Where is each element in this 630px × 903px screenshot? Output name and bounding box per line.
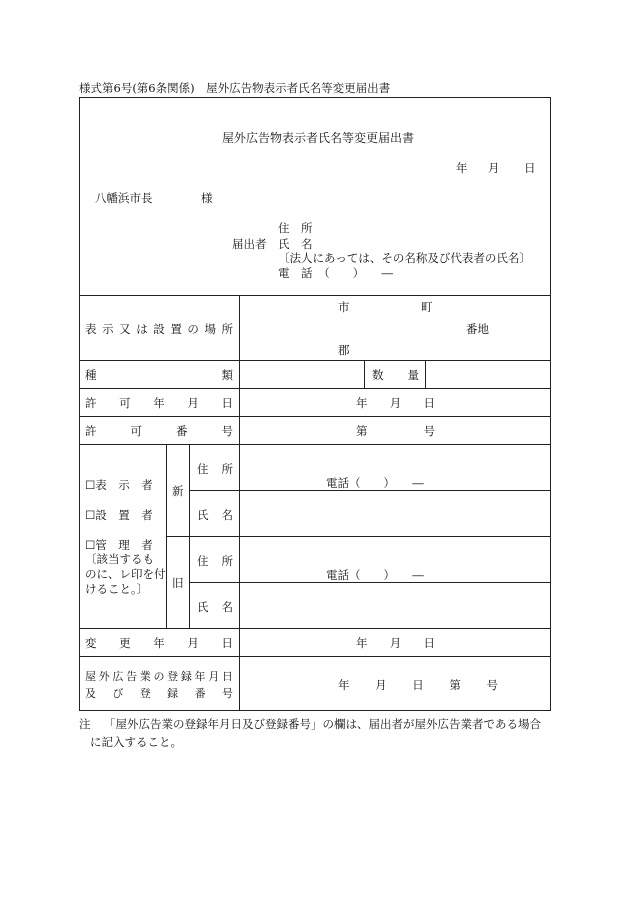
new-name-label: 氏 名 bbox=[197, 508, 233, 522]
rule-new-bottom bbox=[166, 536, 551, 537]
person-note-line3: けること。〕 bbox=[85, 582, 149, 596]
registration-value: 年 月 日 第 号 bbox=[338, 678, 498, 692]
rule-type-split bbox=[364, 360, 365, 388]
location-banchi: 番地 bbox=[466, 322, 489, 336]
location-town: 町 bbox=[421, 300, 433, 314]
permit-number-value: 第 号 bbox=[356, 424, 435, 438]
rule-label-column bbox=[239, 295, 240, 711]
date-day: 日 bbox=[524, 161, 536, 175]
person-note-line1: 〔該当するも bbox=[85, 552, 154, 566]
permit-date-value: 年 月 日 bbox=[356, 396, 435, 410]
change-date-label: 変 更 年 月 日 bbox=[85, 636, 233, 650]
footnote-line2: に記入すること。 bbox=[90, 735, 182, 749]
permit-number-label: 許 可 番 号 bbox=[85, 424, 233, 438]
rule-header-bottom bbox=[79, 295, 551, 296]
rule-permit-date-bottom bbox=[79, 416, 551, 417]
rule-change-date-bottom bbox=[79, 656, 551, 657]
applicant-phone: 電 話 （ ） ― bbox=[278, 266, 393, 280]
old-label: 旧 bbox=[172, 576, 184, 590]
person-note-line2: のに、レ印を付 bbox=[85, 567, 166, 581]
rule-type-bottom bbox=[79, 388, 551, 389]
applicant-name-label: 氏 名 bbox=[278, 237, 313, 251]
applicant-corporate-note: 〔法人にあっては、その名称及び代表者の氏名〕 bbox=[278, 251, 531, 265]
old-phone: 電話（ ） ― bbox=[326, 568, 424, 582]
old-address-label: 住 所 bbox=[197, 554, 233, 568]
rule-permit-no-bottom bbox=[79, 444, 551, 445]
new-label: 新 bbox=[172, 484, 184, 498]
check-displayer[interactable]: ☐表 示 者 bbox=[85, 478, 153, 492]
permit-date-label: 許 可 年 月 日 bbox=[85, 396, 233, 410]
rule-new-old-split bbox=[189, 444, 190, 628]
rule-quantity-split bbox=[425, 360, 426, 388]
rule-location-bottom bbox=[79, 360, 551, 361]
date-month: 月 bbox=[488, 161, 500, 175]
quantity-label: 数 量 bbox=[372, 368, 419, 382]
location-city: 市 bbox=[338, 300, 350, 314]
applicant-label: 届出者 bbox=[232, 237, 267, 251]
rule-person-bottom bbox=[79, 628, 551, 629]
registration-label-line1: 屋 外 広 告 業 の 登 録 年 月 日 bbox=[85, 670, 233, 683]
location-gun: 郡 bbox=[338, 343, 350, 357]
form-number-label: 様式第6号(第6条関係) 屋外広告物表示者氏名等変更届出書 bbox=[79, 81, 391, 95]
location-label: 表 示 又 は 設 置 の 場 所 bbox=[85, 322, 233, 336]
addressee-suffix: 様 bbox=[201, 191, 213, 205]
change-date-value: 年 月 日 bbox=[356, 636, 435, 650]
form-title: 屋外広告物表示者氏名等変更届出書 bbox=[222, 131, 415, 145]
addressee: 八幡浜市長 bbox=[95, 191, 153, 205]
rule-person-split bbox=[166, 444, 167, 628]
type-label: 種 類 bbox=[85, 368, 233, 382]
new-phone: 電話（ ） ― bbox=[326, 476, 424, 490]
old-name-label: 氏 名 bbox=[197, 600, 233, 614]
new-address-label: 住 所 bbox=[197, 462, 233, 476]
applicant-address-label: 住 所 bbox=[278, 221, 313, 235]
check-manager[interactable]: ☐管 理 者 bbox=[85, 538, 153, 552]
footnote-lead: 注 bbox=[79, 717, 91, 731]
footnote-line1: 「屋外広告業の登録年月日及び登録番号」の欄は、届出者が屋外広告業者である場合 bbox=[104, 717, 541, 731]
date-year: 年 bbox=[456, 161, 468, 175]
check-installer[interactable]: ☐設 置 者 bbox=[85, 508, 153, 522]
registration-label-line2: 及 び 登 録 番 号 bbox=[85, 687, 233, 700]
